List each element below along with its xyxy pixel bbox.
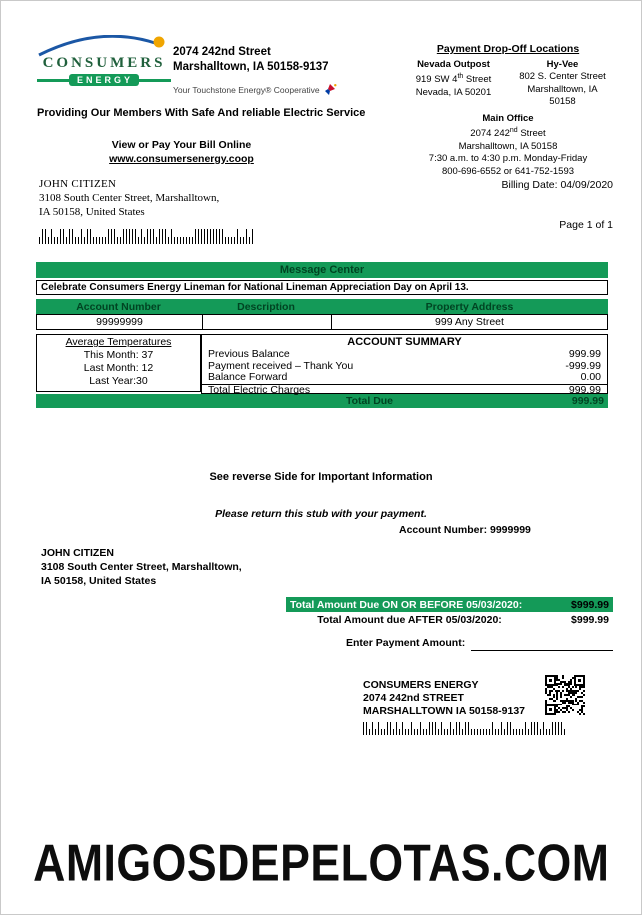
logo-swoosh-icon — [37, 35, 171, 57]
summary-label: Total Electric Charges — [208, 383, 311, 396]
col-account-number: Account Number — [76, 300, 161, 313]
enter-payment-label: Enter Payment Amount: — [346, 637, 466, 649]
total-due-label: Total Due — [345, 395, 394, 407]
dropoff-hyvee-line3: 50158 — [549, 96, 576, 107]
property-address-value: 999 Any Street — [435, 316, 504, 328]
message-center-section — [36, 262, 608, 408]
customer-address-block — [39, 177, 219, 219]
summary-label: Previous Balance — [208, 348, 290, 360]
account-summary-box — [201, 334, 608, 394]
qr-finder-top-left-icon — [545, 675, 556, 686]
company-motto: Providing Our Members With Safe And reliable Electric Service — [37, 107, 366, 119]
main-office-title: Main Office — [482, 112, 534, 124]
company-address-line1: 2074 242nd Street — [173, 46, 271, 58]
payment-dropoff-section — [399, 43, 617, 178]
summary-row-previous-balance — [202, 349, 607, 361]
pay-online-label: View or Pay Your Bill Online — [111, 139, 252, 151]
dropoff-location-nevada — [399, 59, 508, 109]
temperatures-title: Average Temperatures — [65, 336, 172, 348]
main-office-line2: Marshalltown, IA 50158 — [458, 140, 558, 152]
reverse-side-note: See reverse Side for Important Information — [209, 471, 433, 483]
pay-online-block — [89, 138, 274, 166]
col-property-address: Property Address — [425, 300, 514, 313]
payment-amount-line — [471, 635, 613, 651]
due-on-value: $999.99 — [571, 598, 609, 611]
temp-last-month: Last Month: 12 — [83, 362, 154, 374]
touchstone-kite-icon — [324, 83, 337, 96]
logo-rule-left-icon — [37, 79, 69, 82]
amount-after-row — [286, 614, 613, 626]
watermark — [1, 835, 641, 890]
message-center-header: Message Center — [36, 262, 608, 278]
summary-label: Balance Forward — [208, 371, 288, 383]
dropoff-hyvee-line2: Marshalltown, IA — [527, 83, 598, 95]
summary-value: -999.99 — [565, 359, 601, 372]
remit-street: 2074 242nd STREET — [363, 692, 464, 704]
description-value — [202, 315, 332, 329]
summary-value: 999.99 — [568, 348, 601, 360]
dropoff-nevada-name: Nevada Outpost — [417, 58, 490, 70]
account-table-row — [36, 314, 608, 330]
logo-energy-bar — [37, 74, 171, 86]
stub-account-number: Account Number: 9999999 — [399, 524, 531, 536]
billing-date: Billing Date: 04/09/2020 — [501, 179, 613, 191]
logo-rule-right-icon — [139, 79, 171, 82]
temp-last-year: Last Year:30 — [89, 375, 148, 387]
watermark-text: AMIGOSDEPELOTAS.COM — [32, 833, 610, 892]
remit-city: MARSHALLTOWN IA 50158-9137 — [363, 705, 526, 717]
touchstone-tagline — [173, 83, 337, 96]
average-temperatures-box — [36, 334, 201, 392]
summary-row-balance-forward — [202, 372, 607, 384]
company-address-line2: Marshalltown, IA 50158-9137 — [173, 61, 329, 73]
page-number: Page 1 of 1 — [559, 219, 613, 231]
stub-customer-line1: 3108 South Center Street, Marshalltown, — [41, 561, 242, 573]
postal-barcode-icon — [39, 229, 257, 244]
total-due-value: 999.99 — [571, 395, 604, 407]
customer-address-line2: IA 50158, United States — [39, 206, 145, 218]
due-after-value: $999.99 — [571, 614, 609, 626]
dropoff-hyvee-name: Hy-Vee — [546, 58, 579, 70]
summary-label: Payment received – Thank You — [208, 359, 354, 372]
temp-this-month: This Month: 37 — [83, 349, 154, 361]
logo-wordmark: CONSUMERS — [42, 55, 166, 71]
logo-energy-text: ENERGY — [69, 74, 139, 86]
main-office-line3: 7:30 a.m. to 4:30 p.m. Monday-Friday — [428, 153, 588, 165]
dropoff-hyvee-line1: 802 S. Center Street — [519, 71, 606, 82]
qr-finder-top-right-icon — [574, 675, 585, 686]
company-address — [173, 45, 329, 75]
summary-wrapper — [36, 334, 608, 394]
account-table-header — [36, 299, 608, 314]
summary-value: 999.99 — [568, 383, 601, 396]
remit-address-block — [363, 679, 525, 718]
dropoff-location-hyvee — [508, 59, 617, 109]
stub-postal-barcode-icon — [363, 722, 568, 735]
qr-code-icon — [545, 675, 585, 715]
touchstone-tagline-text: Your Touchstone Energy® Cooperative — [173, 84, 320, 95]
dropoff-nevada-line1: 919 SW 4th Street — [415, 73, 492, 86]
account-number-value: 99999999 — [96, 316, 143, 328]
dropoff-title: Payment Drop-Off Locations — [436, 43, 580, 55]
remit-name: CONSUMERS ENERGY — [363, 679, 479, 691]
amount-due-bar — [286, 597, 613, 612]
main-office-block — [399, 113, 617, 179]
qr-finder-bottom-left-icon — [545, 704, 556, 715]
consumers-energy-logo — [37, 35, 171, 86]
stub-customer-name: JOHN CITIZEN — [41, 547, 114, 559]
total-due-bar — [36, 394, 608, 408]
stub-customer-address — [41, 546, 242, 588]
main-office-line1: 2074 242nd Street — [470, 127, 546, 140]
due-after-label: Total Amount due AFTER 05/03/2020: — [317, 614, 502, 626]
dropoff-columns — [399, 59, 617, 109]
col-description: Description — [237, 300, 295, 313]
customer-address-line1: 3108 South Center Street, Marshalltown, — [39, 192, 220, 204]
message-center-message: Celebrate Consumers Energy Lineman for National Lineman Appreciation Day on April 13. — [36, 280, 608, 295]
customer-name: JOHN CITIZEN — [39, 178, 117, 190]
dropoff-nevada-line2: Nevada, IA 50201 — [415, 86, 492, 98]
due-on-label: Total Amount Due ON OR BEFORE 05/03/2020: — [290, 598, 523, 611]
pay-online-url-link[interactable]: www.consumersenergy.coop — [109, 153, 254, 165]
account-summary-title: ACCOUNT SUMMARY — [347, 336, 462, 348]
main-office-line4: 800-696-6552 or 641-752-1593 — [441, 165, 575, 177]
summary-value: 0.00 — [580, 371, 601, 383]
stub-customer-line2: IA 50158, United States — [41, 575, 157, 587]
stub-instruction: Please return this stub with your payment. — [215, 508, 427, 520]
